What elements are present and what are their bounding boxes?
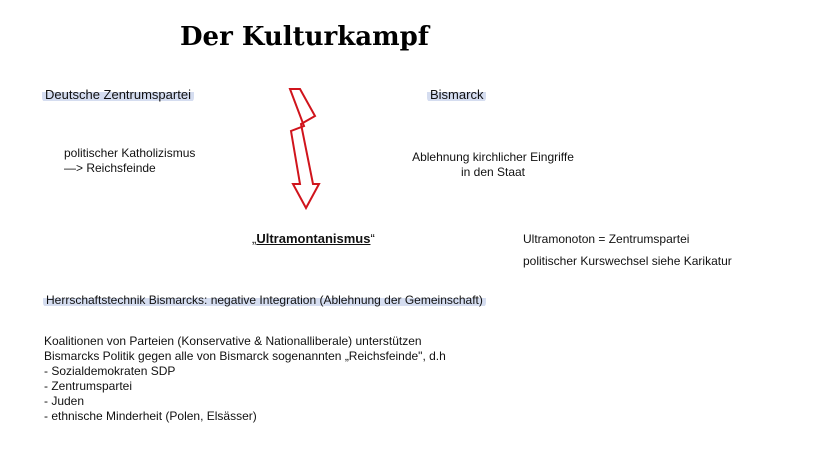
left-description xyxy=(64,146,195,176)
left-line-2: —> Reichsfeinde xyxy=(64,161,156,175)
center-term-close-quote: “ xyxy=(370,231,375,246)
right-description xyxy=(398,150,588,180)
right-line-2: in den Staat xyxy=(460,165,526,179)
left-heading-text: Deutsche Zentrumspartei xyxy=(42,87,194,102)
left-line-1: politischer Katholizismus xyxy=(64,146,196,160)
list-item: - Juden xyxy=(44,394,85,408)
note-line-1: Ultramonoton = Zentrumspartei xyxy=(523,232,690,246)
left-heading xyxy=(42,87,194,103)
section-heading-text: Herrschaftstechnik Bismarcks: negative Integration (Ablehnung der Gemeinschaft) xyxy=(43,293,486,307)
lightning-arrow-icon xyxy=(278,86,324,212)
center-term-open-quote: „ xyxy=(252,231,257,246)
center-term-word: Ultramontanismus xyxy=(256,231,371,246)
list-item: - ethnische Minderheit (Polen, Elsässer) xyxy=(44,409,257,423)
right-heading xyxy=(427,87,486,103)
center-term xyxy=(252,231,375,247)
note-line-2: politischer Kurswechsel siehe Karikatur xyxy=(523,254,732,268)
body-text xyxy=(44,334,446,424)
right-line-1: Ablehnung kirchlicher Eingriffe xyxy=(412,150,574,164)
page-title: Der Kulturkampf xyxy=(180,22,429,52)
body-line-2: Bismarcks Politik gegen alle von Bismarck sogenannten „Reichsfeinde", d.h xyxy=(44,349,446,363)
section-heading xyxy=(43,293,486,308)
body-line-1: Koalitionen von Parteien (Konservative & Nationalliberale) unterstützen xyxy=(44,334,422,348)
right-heading-text: Bismarck xyxy=(427,87,486,102)
list-item: - Sozialdemokraten SDP xyxy=(44,364,176,378)
list-item: - Zentrumspartei xyxy=(44,379,133,393)
